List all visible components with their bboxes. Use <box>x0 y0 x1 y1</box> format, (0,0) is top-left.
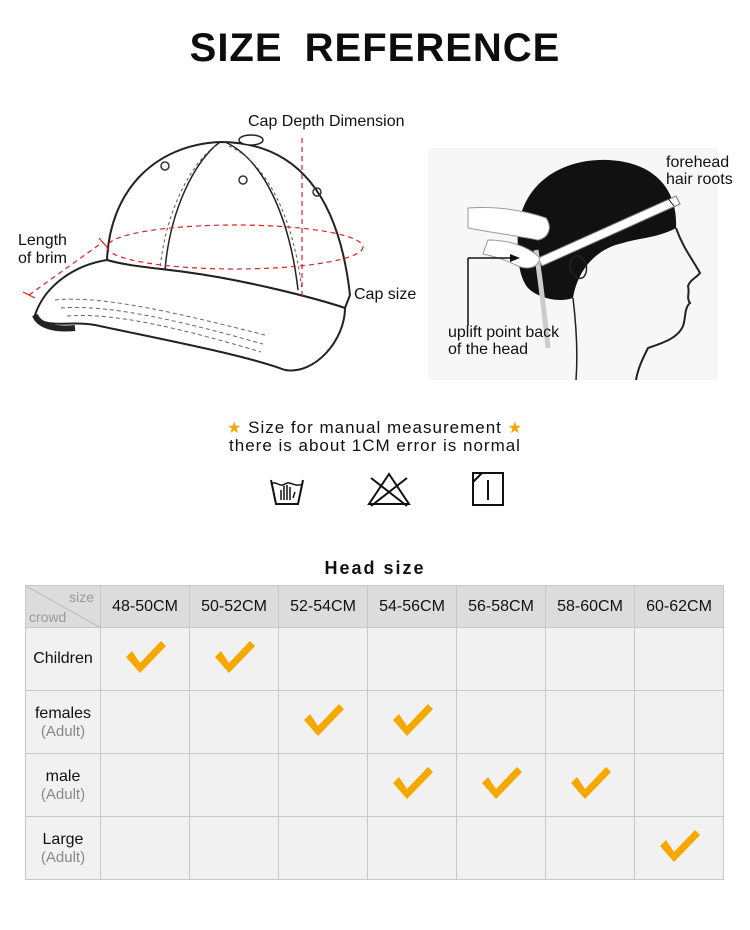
checkmark-icon <box>390 702 434 738</box>
table-cell <box>368 691 457 754</box>
table-cell <box>368 628 457 691</box>
table-cell <box>546 817 635 880</box>
table-cell <box>101 754 190 817</box>
row-subtitle: (Adult) <box>40 848 86 866</box>
row-header <box>26 691 101 754</box>
row-subtitle: (Adult) <box>40 785 86 803</box>
brim-length-label-line1: Length <box>18 232 67 249</box>
star-icon: ★ <box>227 420 243 437</box>
column-header: 54-56CM <box>368 586 457 628</box>
table-cell <box>457 691 546 754</box>
cap-depth-label: Cap Depth Dimension <box>248 113 405 130</box>
corner-crowd-label: crowd <box>29 609 67 625</box>
column-header: 60-62CM <box>635 586 724 628</box>
brim-length-label-line2: of brim <box>18 250 67 267</box>
table-cell <box>457 817 546 880</box>
table-cell <box>190 754 279 817</box>
table-title: Head size <box>324 558 426 578</box>
row-name: male <box>45 767 81 785</box>
uplift-label-line2: of the head <box>448 341 529 358</box>
table-row <box>26 628 724 691</box>
checkmark-icon <box>301 702 345 738</box>
table-cell <box>279 691 368 754</box>
table-row <box>26 817 724 880</box>
checkmark-icon <box>479 765 523 801</box>
table-cell <box>190 817 279 880</box>
table-cell <box>635 754 724 817</box>
table-header-row <box>26 586 724 628</box>
hand-wash-icon <box>268 470 306 508</box>
table-cell <box>546 754 635 817</box>
table-cell <box>457 628 546 691</box>
forehead-label-line2: hair roots <box>666 171 733 188</box>
table-cell <box>546 628 635 691</box>
row-name: females <box>34 704 92 722</box>
checkmark-icon <box>212 639 256 675</box>
forehead-label-line1: forehead <box>666 154 730 171</box>
row-subtitle: (Adult) <box>40 722 86 740</box>
checkmark-icon <box>123 639 167 675</box>
table-cell <box>101 817 190 880</box>
table-cell <box>368 817 457 880</box>
no-bleach-icon <box>365 470 413 508</box>
table-cell <box>101 691 190 754</box>
checkmark-icon <box>657 828 701 864</box>
column-header: 58-60CM <box>546 586 635 628</box>
table-cell <box>190 628 279 691</box>
table-cell <box>635 628 724 691</box>
table-corner-cell <box>26 586 101 628</box>
cap-size-label: Cap size <box>354 286 417 303</box>
table-cell <box>635 691 724 754</box>
page-title: SIZE REFERENCE <box>189 26 561 70</box>
table-body <box>26 628 724 880</box>
uplift-label-line1: uplift point back <box>448 324 560 341</box>
table-row <box>26 691 724 754</box>
table-cell <box>368 754 457 817</box>
table-cell <box>635 817 724 880</box>
table-cell <box>546 691 635 754</box>
corner-size-label: size <box>69 589 94 605</box>
column-header: 56-58CM <box>457 586 546 628</box>
checkmark-icon <box>568 765 612 801</box>
column-header: 48-50CM <box>101 586 190 628</box>
column-header: 50-52CM <box>190 586 279 628</box>
table-cell <box>279 817 368 880</box>
size-table <box>25 585 724 880</box>
table-row <box>26 754 724 817</box>
table-cell <box>279 754 368 817</box>
measurement-note-line1: ★ Size for manual measurement ★ <box>227 418 523 437</box>
row-header <box>26 817 101 880</box>
checkmark-icon <box>390 765 434 801</box>
line-dry-icon <box>470 470 506 508</box>
table-cell <box>190 691 279 754</box>
table-cell <box>279 628 368 691</box>
table-cell <box>457 754 546 817</box>
table-cell <box>101 628 190 691</box>
column-header: 52-54CM <box>279 586 368 628</box>
star-icon: ★ <box>507 420 523 437</box>
row-name: Large <box>42 830 84 848</box>
measurement-note-line2: there is about 1CM error is normal <box>229 436 521 455</box>
row-header <box>26 754 101 817</box>
row-name: Children <box>33 650 93 667</box>
row-header <box>26 628 101 691</box>
cap-illustration <box>15 120 375 380</box>
